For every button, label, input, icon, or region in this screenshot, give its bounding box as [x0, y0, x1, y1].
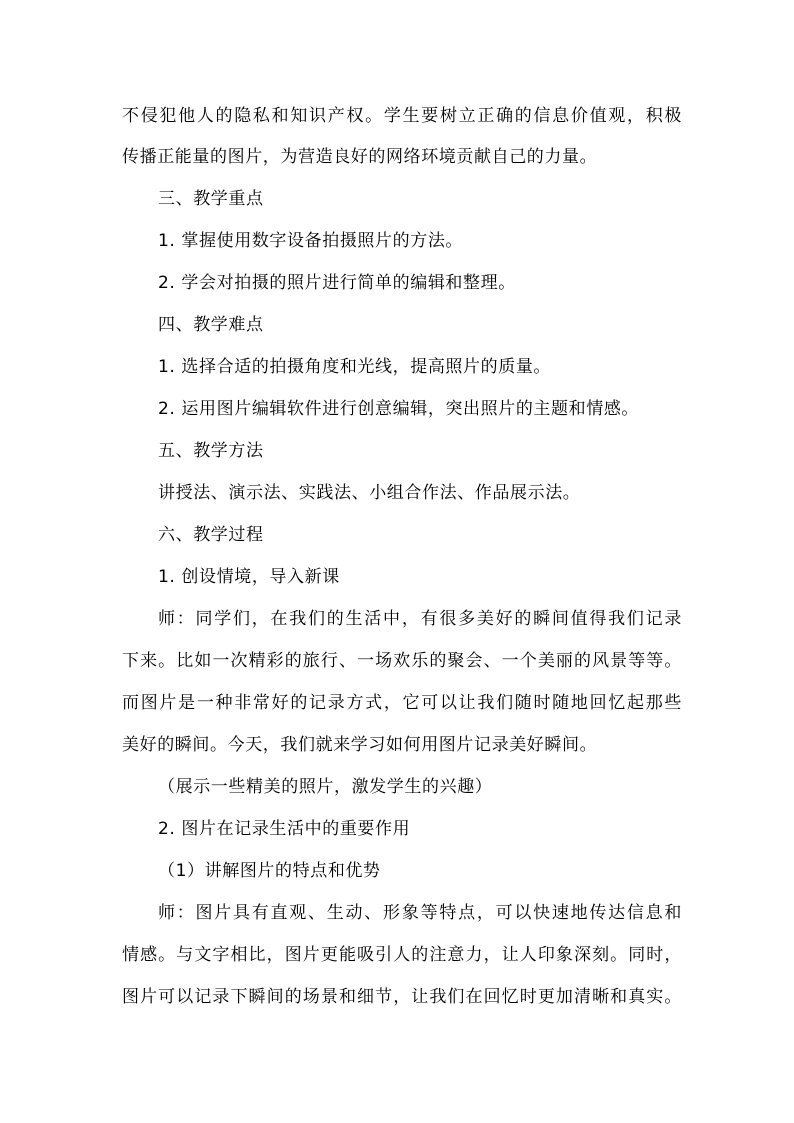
paragraph-line: 师：同学们，在我们的生活中，有很多美好的瞬间值得我们记录 — [158, 609, 682, 629]
section-heading: 五、教学方法 — [158, 441, 264, 461]
paragraph-line: 情感。与文字相比，图片更能吸引人的注意力，让人印象深刻。同时， — [122, 945, 682, 965]
subsection-heading: 1. 创设情境，导入新课 — [158, 567, 340, 587]
section-heading: 六、教学过程 — [158, 525, 264, 545]
stage-direction: （展示一些精美的照片，激发学生的兴趣） — [158, 777, 493, 797]
list-item: 1. 选择合适的拍摄角度和光线，提高照片的质量。 — [158, 357, 552, 377]
paragraph-line: 讲授法、演示法、实践法、小组合作法、作品展示法。 — [158, 483, 581, 503]
list-item: 1. 掌握使用数字设备拍摄照片的方法。 — [158, 231, 464, 251]
paragraph-line: 而图片是一种非常好的记录方式，它可以让我们随时随地回忆起那些 — [122, 693, 682, 713]
list-item: 2. 运用图片编辑软件进行创意编辑，突出照片的主题和情感。 — [158, 399, 640, 419]
list-item: 2. 学会对拍摄的照片进行简单的编辑和整理。 — [158, 273, 516, 293]
section-heading: 四、教学难点 — [158, 315, 264, 335]
paragraph-line: 图片可以记录下瞬间的场景和细节，让我们在回忆时更加清晰和真实。 — [122, 987, 682, 1007]
paragraph-line: 下来。比如一次精彩的旅行、一场欢乐的聚会、一个美丽的风景等等。 — [122, 651, 682, 671]
paragraph-line: 美好的瞬间。今天，我们就来学习如何用图片记录美好瞬间。 — [122, 735, 598, 755]
paragraph-line: 师：图片具有直观、生动、形象等特点，可以快速地传达信息和 — [158, 903, 682, 923]
subsection-heading: 2. 图片在记录生活中的重要作用 — [158, 819, 411, 839]
paragraph-line: 传播正能量的图片，为营造良好的网络环境贡献自己的力量。 — [122, 147, 598, 167]
paragraph-line: 不侵犯他人的隐私和知识产权。学生要树立正确的信息价值观，积极 — [122, 106, 682, 126]
section-heading: 三、教学重点 — [158, 189, 264, 209]
sub-item-heading: （1）讲解图片的特点和优势 — [158, 861, 381, 881]
